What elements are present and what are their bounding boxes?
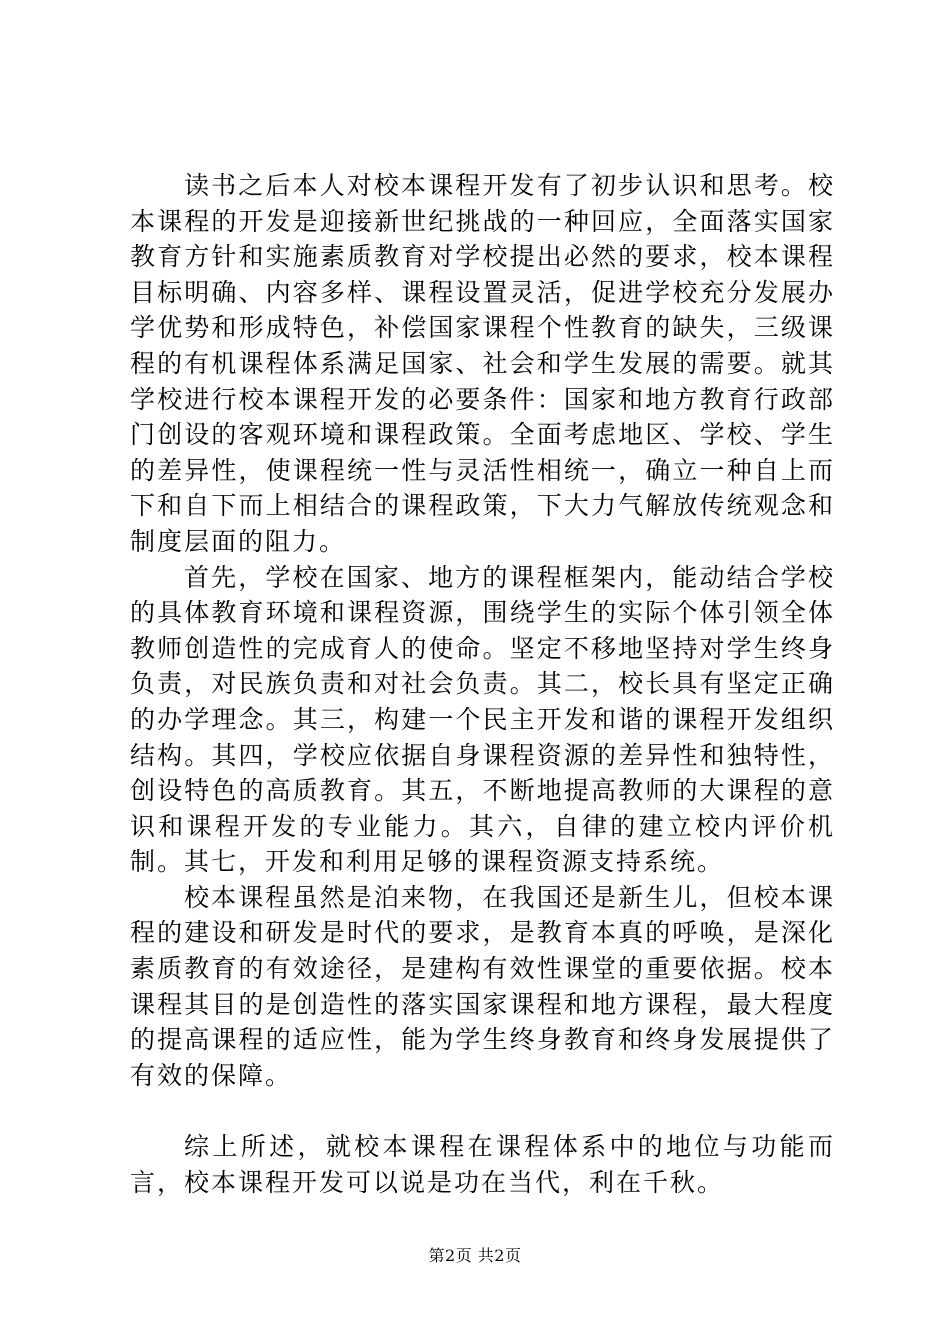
paragraph-conclusion: 综上所述，就校本课程在课程体系中的地位与功能而言，校本课程开发可以说是功在当代，利在千秋。 — [130, 1132, 835, 1197]
paragraph-reading-reflection: 读书之后本人对校本课程开发有了初步认识和思考。校本课程的开发是迎接新世纪挑战的一种回应，全面落实国家教育方针和实施素质教育对学校提出必然的要求，校本课程目标明确、内容多样、课程设置灵活，促进学校充分发展办学优势和形成特色，补偿国家课程个性教育的缺失，三级课程的有机课程体系满足国家、社会和学生发展的需要。就其学校进行校本课程开发的必要条件：国家和地方教育行政部门创设的客观环境和课程政策。全面考虑地区、学校、学生的差异性，使课程统一性与灵活性相统一，确立一种自上而下和自下而上相结合的课程政策，下大力气解放传统观念和制度层面的阻力。 — [130, 171, 835, 556]
page-number-footer: 第2页 共2页 — [428, 1246, 522, 1265]
paragraph-significance: 校本课程虽然是泊来物，在我国还是新生儿，但校本课程的建设和研发是时代的要求，是教育本真的呼唤，是深化素质教育的有效途径，是建构有效性课堂的重要依据。校本课程其目的是创造性的落实国家课程和地方课程，最大程度的提高课程的适应性，能为学生终身教育和终身发展提供了有效的保障。 — [130, 882, 835, 1090]
document-body — [130, 168, 835, 1200]
paragraph-conditions-list: 首先，学校在国家、地方的课程框架内，能动结合学校的具体教育环境和课程资源，围绕学生的实际个体引领全体教师创造性的完成育人的使命。坚定不移地坚持对学生终身负责，对民族负责和对社会负责。其二，校长具有坚定正确的办学理念。其三，构建一个民主开发和谐的课程开发组织结构。其四，学校应依据自身课程资源的差异性和独特性，创设特色的高质教育。其五，不断地提高教师的大课程的意识和课程开发的专业能力。其六，自律的建立校内评价机制。其七，开发和利用足够的课程资源支持系统。 — [130, 562, 835, 877]
